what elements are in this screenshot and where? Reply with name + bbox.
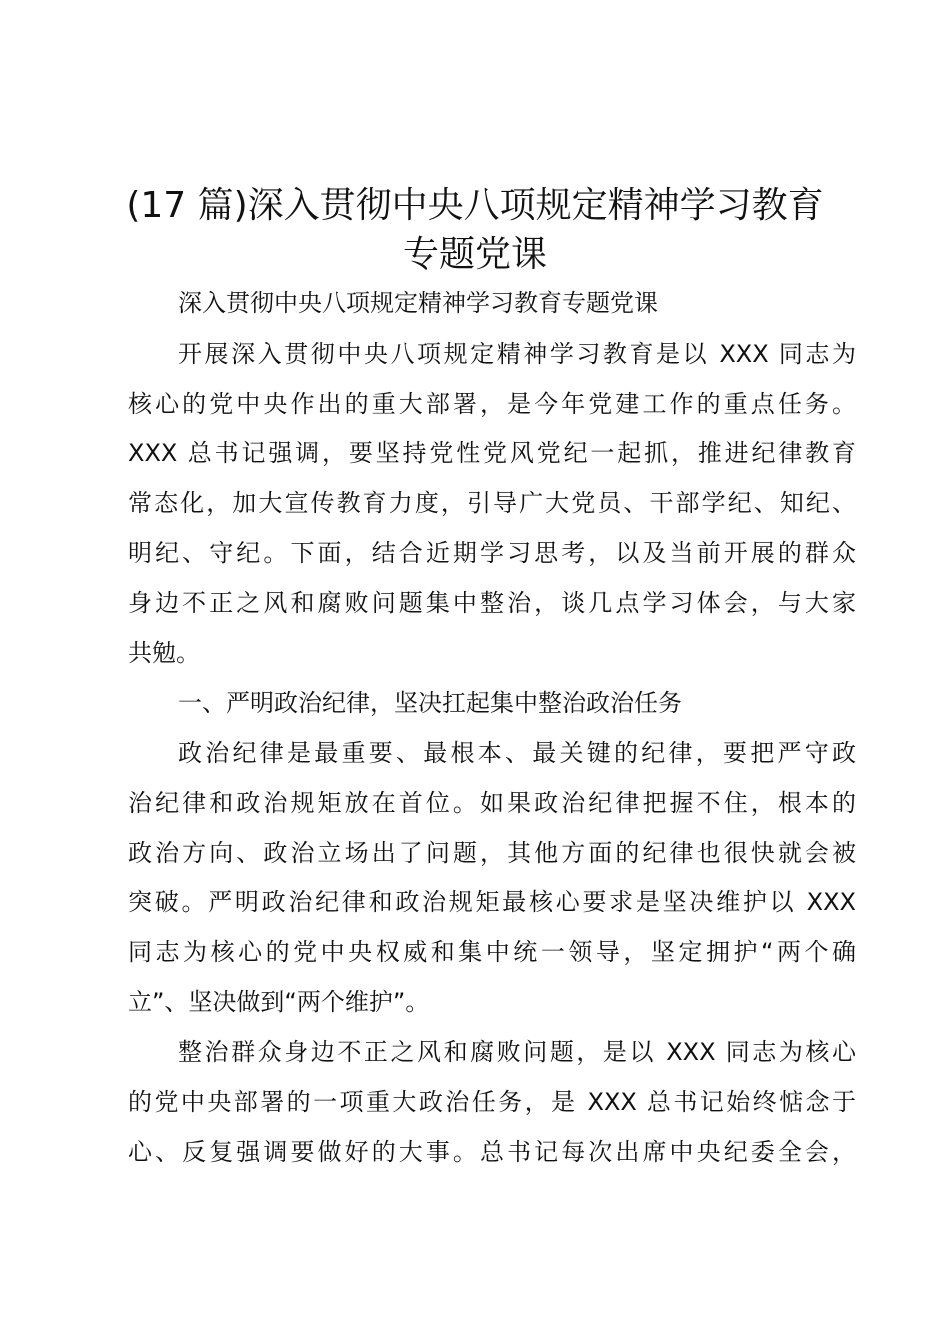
document-subtitle: 深入贯彻中央八项规定精神学习教育专题党课 (178, 289, 658, 317)
paragraph-1-line-5: 明纪、守纪。下面，结合近期学习思考，以及当前开展的群众 (128, 539, 856, 567)
paragraph-1-line-6: 身边不正之风和腐败问题集中整治，谈几点学习体会，与大家 (128, 589, 856, 617)
section-heading-1: 一、严明政治纪律，坚决扛起集中整治政治任务 (178, 689, 682, 717)
paragraph-1-line-7: 共勉。 (128, 639, 200, 667)
paragraph-3-line-1: 整治群众身边不正之风和腐败问题，是以 XXX 同志为核心 (178, 1038, 856, 1066)
document-title-line-2: 专题党课 (402, 234, 547, 275)
paragraph-2-line-1: 政治纪律是最重要、最根本、最关键的纪律，要把严守政 (178, 739, 856, 767)
paragraph-2-line-4: 突破。严明政治纪律和政治规矩最核心要求是坚决维护以 XXX (128, 888, 856, 916)
paragraph-1-line-1: 开展深入贯彻中央八项规定精神学习教育是以 XXX 同志为 (178, 340, 856, 368)
paragraph-2-line-3: 政治方向、政治立场出了问题，其他方面的纪律也很快就会被 (128, 839, 856, 867)
paragraph-1-line-3: XXX 总书记强调，要坚持党性党风党纪一起抓，推进纪律教育 (128, 439, 856, 467)
paragraph-2-line-5: 同志为核心的党中央权威和集中统一领导，坚定拥护“两个确 (128, 938, 856, 966)
paragraph-3-line-3: 心、反复强调要做好的大事。总书记每次出席中央纪委全会， (128, 1138, 856, 1166)
paragraph-3-line-2: 的党中央部署的一项重大政治任务，是 XXX 总书记始终惦念于 (128, 1088, 856, 1116)
paragraph-1-line-2: 核心的党中央作出的重大部署，是今年党建工作的重点任务。 (128, 390, 856, 418)
paragraph-2-line-2: 治纪律和政治规矩放在首位。如果政治纪律把握不住，根本的 (128, 789, 856, 817)
paragraph-2-line-6: 立”、坚决做到“两个维护”。 (128, 988, 430, 1016)
paragraph-1-line-4: 常态化，加大宣传教育力度，引导广大党员、干部学纪、知纪、 (128, 489, 856, 517)
document-title-line-1: (17 篇)深入贯彻中央八项规定精神学习教育 (126, 185, 824, 226)
